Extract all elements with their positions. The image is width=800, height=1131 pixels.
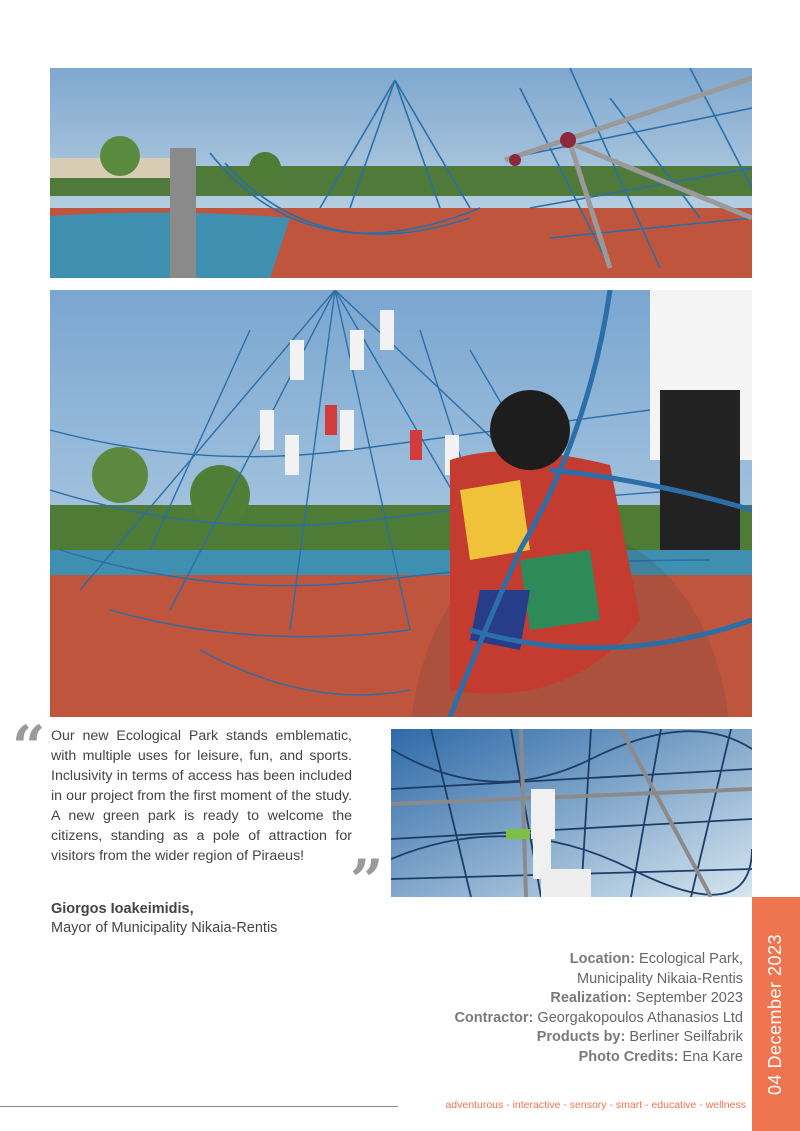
- playground-photo-top: [50, 68, 752, 278]
- quote-author: [51, 900, 277, 938]
- credit-location-2: [454, 970, 743, 990]
- project-credits: [454, 950, 743, 1067]
- close-quote-mark: ”: [350, 847, 384, 915]
- credit-realization: [454, 989, 743, 1009]
- author-title: Mayor of Municipality Nikaia-Rentis: [51, 920, 278, 936]
- date-text-wrapper: [752, 897, 800, 1131]
- playground-photo-small: [391, 729, 752, 897]
- location-value-2: Municipality Nikaia-Rentis: [577, 970, 743, 987]
- date-band: [752, 897, 800, 1131]
- credit-products: [454, 1028, 743, 1048]
- contractor-value: Georgakopoulos Athanasios Ltd: [537, 1009, 743, 1026]
- products-label: Products by:: [536, 1029, 626, 1045]
- author-name: Giorgos Ioakeimidis,: [51, 901, 194, 917]
- contractor-label: Contractor:: [454, 1009, 534, 1026]
- footer-divider: [0, 1106, 398, 1107]
- open-quote-mark: “: [12, 713, 46, 781]
- photo-credits-label: Photo Credits:: [578, 1048, 679, 1065]
- photo-credits-value: Ena Kare: [682, 1048, 743, 1065]
- credit-contractor: [454, 1009, 743, 1029]
- credit-location: [454, 950, 743, 970]
- footer-tagline: adventurous - interactive - sensory - smart - educative - wellness: [445, 1099, 746, 1111]
- products-value: Berliner Seilfabrik: [629, 1029, 743, 1045]
- quote-text: Our new Ecological Park stands emblematic, with multiple uses for leisure, fun, and sports. Inclusivity in terms of access has been included in our project from the first moment of the study. A new green park is ready to welcome the citizens, standing as a pole of attraction for visitors from the wider region of Piraeus!: [51, 728, 352, 864]
- realization-label: Realization:: [550, 990, 632, 1006]
- credit-photo: [454, 1048, 743, 1068]
- location-label: Location:: [569, 951, 635, 967]
- playground-photo-main: [50, 290, 752, 717]
- realization-value: September 2023: [635, 990, 743, 1006]
- publication-date: 04 December 2023: [765, 933, 786, 1095]
- location-value-1: Ecological Park,: [639, 951, 743, 967]
